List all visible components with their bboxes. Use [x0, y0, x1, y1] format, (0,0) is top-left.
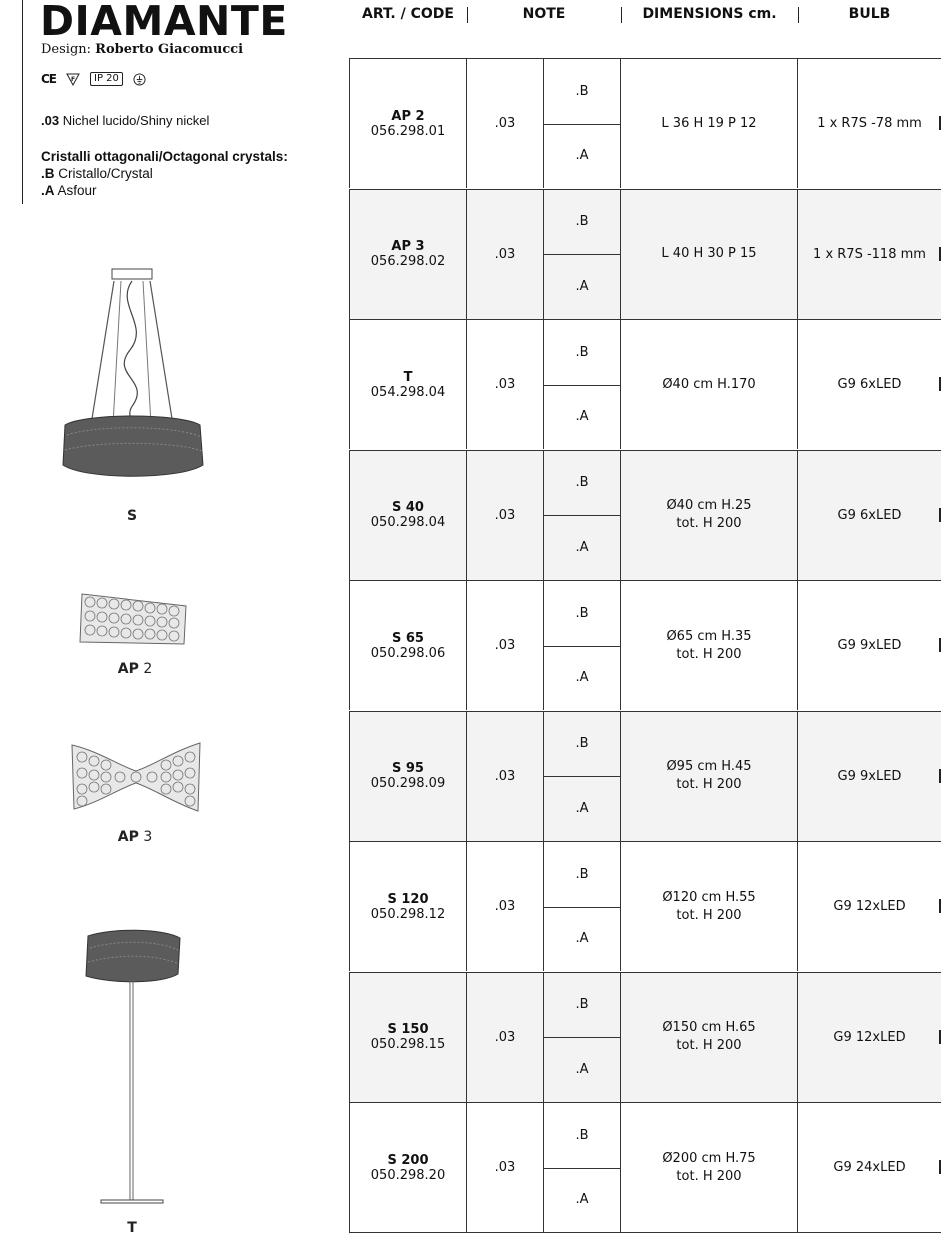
dimensions-main: L 40 H 30 P 15 — [661, 246, 757, 261]
dimensions-total: tot. H 200 — [676, 777, 742, 792]
note-crystal-a: .A — [575, 278, 589, 294]
article-name: S 120 — [387, 891, 429, 907]
note-cell — [544, 581, 621, 710]
code-cell — [349, 581, 467, 710]
crystal-item: .A Asfour — [41, 183, 97, 198]
product-title: DIAMANTE — [40, 0, 288, 45]
article-code: 050.298.04 — [370, 515, 446, 530]
f-mark-letter: F — [70, 75, 76, 83]
finish-cell: .03 — [467, 59, 544, 188]
note-cell — [544, 973, 621, 1102]
note-crystal-b: .B — [544, 190, 620, 256]
finish-code: .03 — [41, 113, 60, 128]
article-name: S 65 — [392, 630, 424, 646]
bulb-cell: G9 24xLED — [833, 1160, 906, 1175]
product-label-t: T — [127, 1220, 137, 1236]
finish-cell: .03 — [467, 712, 544, 841]
article-code: 054.298.04 — [370, 384, 446, 400]
finish-cell: .03 — [467, 451, 544, 580]
dimensions-total: tot. H 200 — [676, 516, 742, 531]
dimensions-main: Ø120 cm H.55 — [662, 889, 756, 905]
note-cell — [544, 320, 621, 449]
product-label-ap3: AP 3 — [117, 829, 153, 845]
dimensions-main: Ø200 cm H.75 — [662, 1150, 756, 1166]
bulb-cell: G9 9xLED — [837, 638, 902, 653]
article-code: 050.298.15 — [370, 1037, 446, 1052]
crystals-title: Cristalli ottagonali/Octagonal crystals: — [41, 149, 288, 164]
note-cell — [544, 451, 621, 580]
header-bulb: BULB — [848, 6, 891, 22]
design-prefix: Design: — [41, 42, 92, 57]
product-label-s: S — [126, 508, 138, 524]
finish-note — [41, 113, 209, 128]
finish-cell: .03 — [467, 1103, 544, 1232]
note-crystal-a: .A — [575, 670, 589, 686]
code-cell — [349, 973, 467, 1102]
note-crystal-b: .B — [544, 451, 620, 517]
table-row — [349, 450, 941, 580]
article-code: 050.298.06 — [370, 645, 446, 661]
bulb-cell: 1 x R7S -118 mm — [813, 246, 926, 262]
article-name: S 95 — [392, 761, 424, 776]
note-cell — [544, 1103, 621, 1232]
table-row — [349, 711, 941, 841]
note-crystal-a: .A — [575, 1192, 589, 1208]
ce-mark-icon: CE — [41, 72, 57, 86]
header-note: NOTE — [522, 6, 566, 22]
article-name: S 200 — [387, 1152, 429, 1168]
note-cell — [544, 59, 621, 188]
bulb-cell: G9 6xLED — [837, 377, 902, 392]
table-row — [349, 580, 941, 710]
article-code: 050.298.12 — [370, 906, 446, 922]
table-row — [349, 189, 941, 319]
dimensions-total: tot. H 200 — [676, 907, 742, 923]
article-code: 056.298.01 — [370, 123, 446, 139]
article-code: 056.298.02 — [370, 254, 446, 269]
header-code: ART. / CODE — [362, 6, 454, 22]
ground-symbol-icon — [133, 73, 146, 86]
dimensions-main: L 36 H 19 P 12 — [661, 115, 757, 131]
floor-lamp-illustration — [82, 928, 186, 1210]
article-name: AP 2 — [391, 108, 425, 124]
dimensions-cell — [621, 59, 798, 188]
note-crystal-a: .A — [575, 1061, 589, 1077]
designer-credit — [41, 42, 243, 57]
dimensions-cell — [621, 712, 798, 841]
dimensions-cell — [621, 581, 798, 710]
table-row — [349, 841, 941, 971]
note-crystal-b: .B — [544, 712, 620, 778]
article-code: 050.298.20 — [370, 1167, 446, 1183]
code-cell — [349, 1103, 467, 1232]
dimensions-total: tot. H 200 — [676, 1038, 742, 1053]
note-crystal-b: .B — [544, 320, 620, 386]
note-crystal-a: .A — [575, 148, 589, 164]
article-name: S 40 — [392, 500, 424, 515]
note-crystal-a: .A — [575, 539, 589, 555]
bulb-cell: G9 6xLED — [837, 507, 902, 523]
ip-rating-badge: IP 20 — [90, 72, 123, 86]
article-name: T — [403, 369, 413, 385]
crystals-legend — [41, 148, 288, 199]
finish-label: Nichel lucido/Shiny nickel — [62, 113, 210, 128]
table-row — [349, 972, 941, 1102]
finish-cell: .03 — [467, 973, 544, 1102]
dimensions-cell — [621, 1103, 798, 1232]
designer-name: Roberto Giacomucci — [95, 42, 244, 57]
bulb-cell: G9 12xLED — [833, 899, 906, 914]
crystal-item: .B Cristallo/Crystal — [41, 166, 153, 181]
code-cell — [349, 712, 467, 841]
dimensions-main: Ø95 cm H.45 — [666, 759, 752, 774]
note-crystal-a: .A — [575, 931, 589, 947]
left-rule — [22, 0, 23, 204]
bulb-cell: 1 x R7S -78 mm — [817, 116, 922, 131]
article-name: AP 3 — [391, 239, 425, 254]
code-cell — [349, 59, 467, 188]
dimensions-total: tot. H 200 — [676, 646, 742, 662]
note-crystal-b: .B — [544, 581, 620, 647]
dimensions-main: Ø40 cm H.170 — [662, 376, 756, 392]
note-crystal-b: .B — [544, 59, 620, 125]
finish-cell: .03 — [467, 842, 544, 971]
dimensions-main: Ø40 cm H.25 — [666, 498, 752, 513]
note-crystal-b: .B — [544, 1103, 620, 1169]
dimensions-total: tot. H 200 — [676, 1168, 742, 1184]
table-row — [349, 58, 941, 188]
ap2-lamp-illustration — [78, 590, 190, 650]
certification-marks — [41, 72, 146, 86]
note-crystal-b: .B — [544, 973, 620, 1039]
dimensions-cell — [621, 973, 798, 1102]
code-cell — [349, 320, 467, 449]
finish-cell: .03 — [467, 581, 544, 710]
table-row — [349, 319, 941, 449]
article-name: S 150 — [387, 1022, 429, 1037]
note-crystal-b: .B — [544, 842, 620, 908]
suspension-lamp-illustration — [55, 265, 210, 500]
note-crystal-a: .A — [575, 409, 589, 425]
note-cell — [544, 190, 621, 319]
finish-cell: .03 — [467, 320, 544, 449]
note-crystal-a: .A — [575, 800, 589, 816]
note-cell — [544, 712, 621, 841]
dimensions-cell — [621, 842, 798, 971]
ap3-lamp-illustration — [68, 737, 204, 817]
dimensions-cell — [621, 451, 798, 580]
bulb-cell: G9 9xLED — [837, 768, 902, 784]
article-code: 050.298.09 — [370, 776, 446, 791]
product-label-ap2: AP 2 — [117, 661, 153, 677]
dimensions-cell — [621, 190, 798, 319]
header-dimensions: DIMENSIONS cm. — [642, 6, 777, 22]
dimensions-main: Ø150 cm H.65 — [662, 1020, 756, 1035]
note-cell — [544, 842, 621, 971]
dimensions-cell — [621, 320, 798, 449]
code-cell — [349, 842, 467, 971]
dimensions-main: Ø65 cm H.35 — [666, 628, 752, 644]
code-cell — [349, 451, 467, 580]
table-row — [349, 1102, 941, 1233]
f-mark-icon — [66, 73, 80, 86]
code-cell — [349, 190, 467, 319]
finish-cell: .03 — [467, 190, 544, 319]
bulb-cell: G9 12xLED — [833, 1029, 906, 1045]
